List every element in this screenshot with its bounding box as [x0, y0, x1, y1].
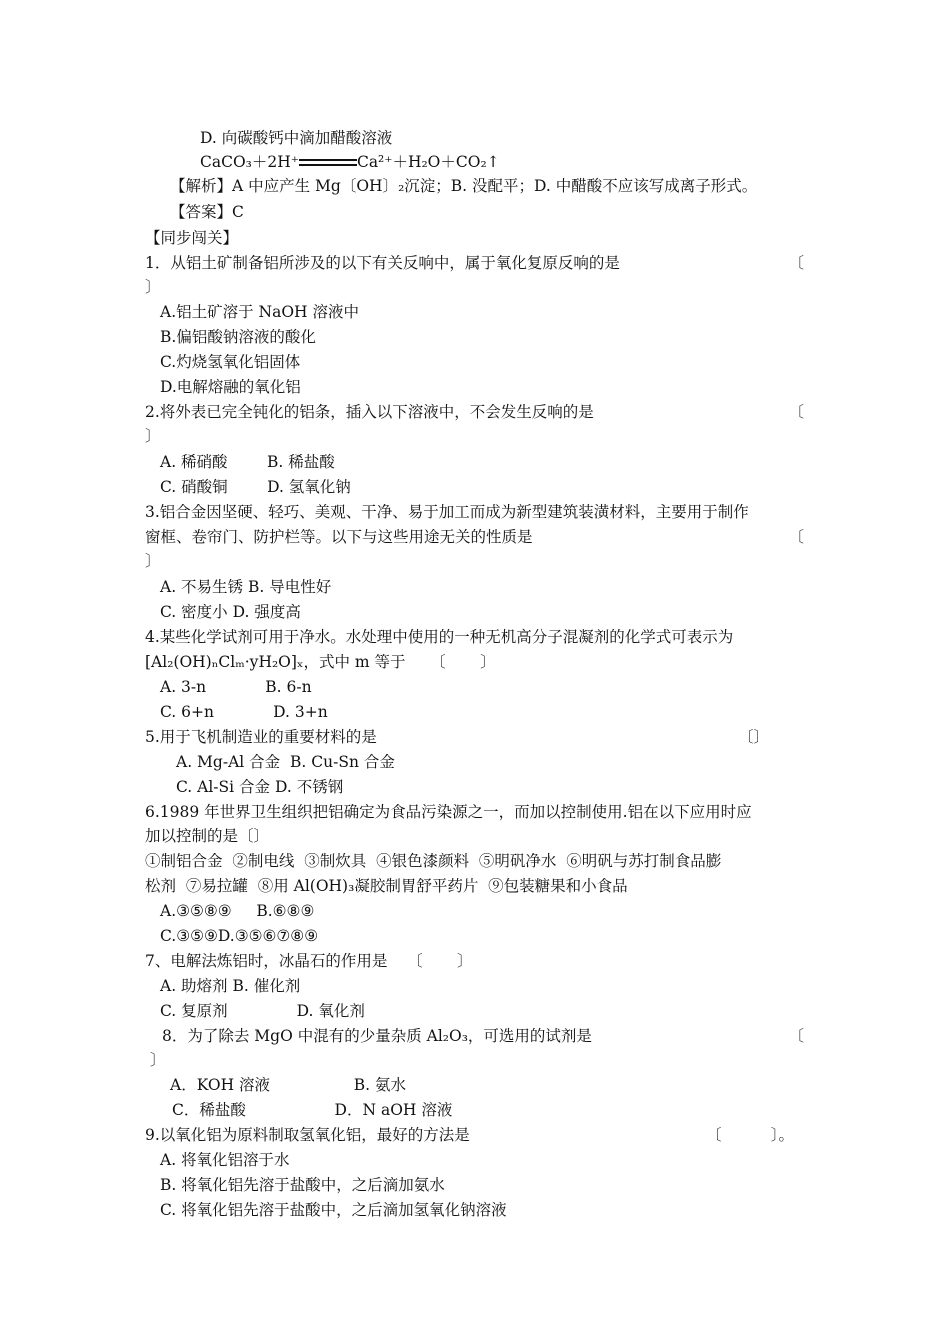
question-4-line-2: [Al₂(OH)ₙClₘ·yH₂O]ₓ，式中 m 等于 〔 〕	[145, 653, 496, 671]
question-9: 9.以氧化铝为原料制取氢氧化铝，最好的方法是	[145, 1126, 470, 1144]
equation-right: Ca²⁺＋H₂O＋CO₂↑	[356, 153, 500, 171]
question-1-option-d: D.电解熔融的氧化铝	[160, 378, 301, 396]
question-1-option-a: A.铝土矿溶于 NaOH 溶液中	[160, 303, 360, 321]
question-2: 2.将外表已完全钝化的铝条，插入以下溶液中，不会发生反响的是	[145, 403, 594, 421]
question-8-close-paren: 〕	[150, 1051, 166, 1069]
question-5-options-ab: A. Mg-Al 合金 B. Cu-Sn 合金	[176, 753, 395, 771]
question-8-options-cd: C．稀盐酸 D．N aOH 溶液	[172, 1101, 453, 1119]
question-3-line-2: 窗框、卷帘门、防护栏等。以下与这些用途无关的性质是	[145, 528, 533, 546]
question-2-open-paren: 〔	[788, 403, 804, 421]
question-7: 7、电解法炼铝时，冰晶石的作用是 〔 〕	[145, 952, 473, 970]
chemical-equation	[200, 152, 500, 172]
question-2-options-ab: A. 稀硝酸 B. 稀盐酸	[160, 453, 335, 471]
question-5-options-cd: C. Al-Si 合金 D. 不锈钢	[176, 778, 344, 796]
question-3-options-cd: C. 密度小 D. 强度高	[160, 603, 301, 621]
answer-line: 【答案】C	[170, 203, 244, 221]
question-7-options-cd: C. 复原剂 D. 氧化剂	[160, 1002, 365, 1020]
equation-left: CaCO₃＋2H⁺	[200, 153, 299, 171]
question-9-option-c: C. 将氧化铝先溶于盐酸中，之后滴加氢氧化钠溶液	[160, 1201, 507, 1219]
question-3-line-1: 3.铝合金因坚硬、轻巧、美观、干净、易于加工而成为新型建筑装潢材料，主要用于制作	[145, 503, 749, 521]
question-3-options-ab: A. 不易生锈 B. 导电性好	[160, 578, 332, 596]
question-3-close-paren: 〕	[145, 552, 161, 570]
option-d-line: D. 向碳酸钙中滴加醋酸溶液	[200, 129, 393, 147]
question-1-option-b: B.偏铝酸钠溶液的酸化	[160, 328, 316, 346]
question-1-open-paren: 〔	[788, 254, 804, 272]
question-1-option-c: C.灼烧氢氧化铝固体	[160, 353, 301, 371]
question-8-options-ab: A．KOH 溶液 B. 氨水	[170, 1076, 407, 1094]
question-6-line-3: ①制铝合金 ②制电线 ③制炊具 ④银色漆颜料 ⑤明矾净水 ⑥明矾与苏打制食品膨	[145, 852, 722, 870]
question-6-line-2: 加以控制的是〔〕	[145, 827, 270, 845]
question-6-options-cd: C.③⑤⑨D.③⑤⑥⑦⑧⑨	[160, 927, 319, 945]
question-3-open-paren: 〔	[788, 528, 804, 546]
question-6-line-4: 松剂 ⑦易拉罐 ⑧用 Al(OH)₃凝胶制胃舒平药片 ⑨包装糖果和小食品	[145, 877, 628, 895]
section-heading: 【同步闯关】	[145, 229, 239, 247]
question-5-paren: 〔〕	[738, 728, 770, 746]
analysis-line: 【解析】A 中应产生 Mg〔OH〕₂沉淀；B. 没配平；D. 中醋酸不应该写成离子形式。	[170, 177, 758, 195]
question-9-paren: 〔 〕。	[706, 1126, 795, 1144]
question-1: 1．从铝土矿制备铝所涉及的以下有关反响中，属于氧化复原反响的是	[145, 254, 620, 272]
question-5: 5.用于飞机制造业的重要材料的是	[145, 728, 377, 746]
question-9-option-a: A. 将氧化铝溶于水	[160, 1151, 290, 1169]
question-2-close-paren: 〕	[145, 427, 161, 445]
question-4-options-ab: A. 3-n B. 6-n	[160, 678, 312, 696]
question-8-open-paren: 〔	[788, 1027, 804, 1045]
question-6-options-ab: A.③⑤⑧⑨ B.⑥⑧⑨	[160, 902, 315, 920]
question-4-line-1: 4.某些化学试剂可用于净水。水处理中使用的一种无机高分子混凝剂的化学式可表示为	[145, 628, 734, 646]
question-7-options-ab: A. 助熔剂 B. 催化剂	[160, 977, 301, 995]
equation-equals-sign	[299, 158, 357, 168]
question-8: 8．为了除去 MgO 中混有的少量杂质 Al₂O₃，可选用的试剂是	[162, 1027, 592, 1045]
question-9-option-b: B. 将氧化铝先溶于盐酸中，之后滴加氨水	[160, 1176, 445, 1194]
question-4-options-cd: C. 6+n D. 3+n	[160, 703, 328, 721]
question-1-close-paren: 〕	[145, 278, 161, 296]
question-2-options-cd: C. 硝酸铜 D. 氢氧化钠	[160, 478, 351, 496]
question-6-line-1: 6.1989 年世界卫生组织把铝确定为食品污染源之一，而加以控制使用.铝在以下应用时应	[145, 803, 752, 821]
